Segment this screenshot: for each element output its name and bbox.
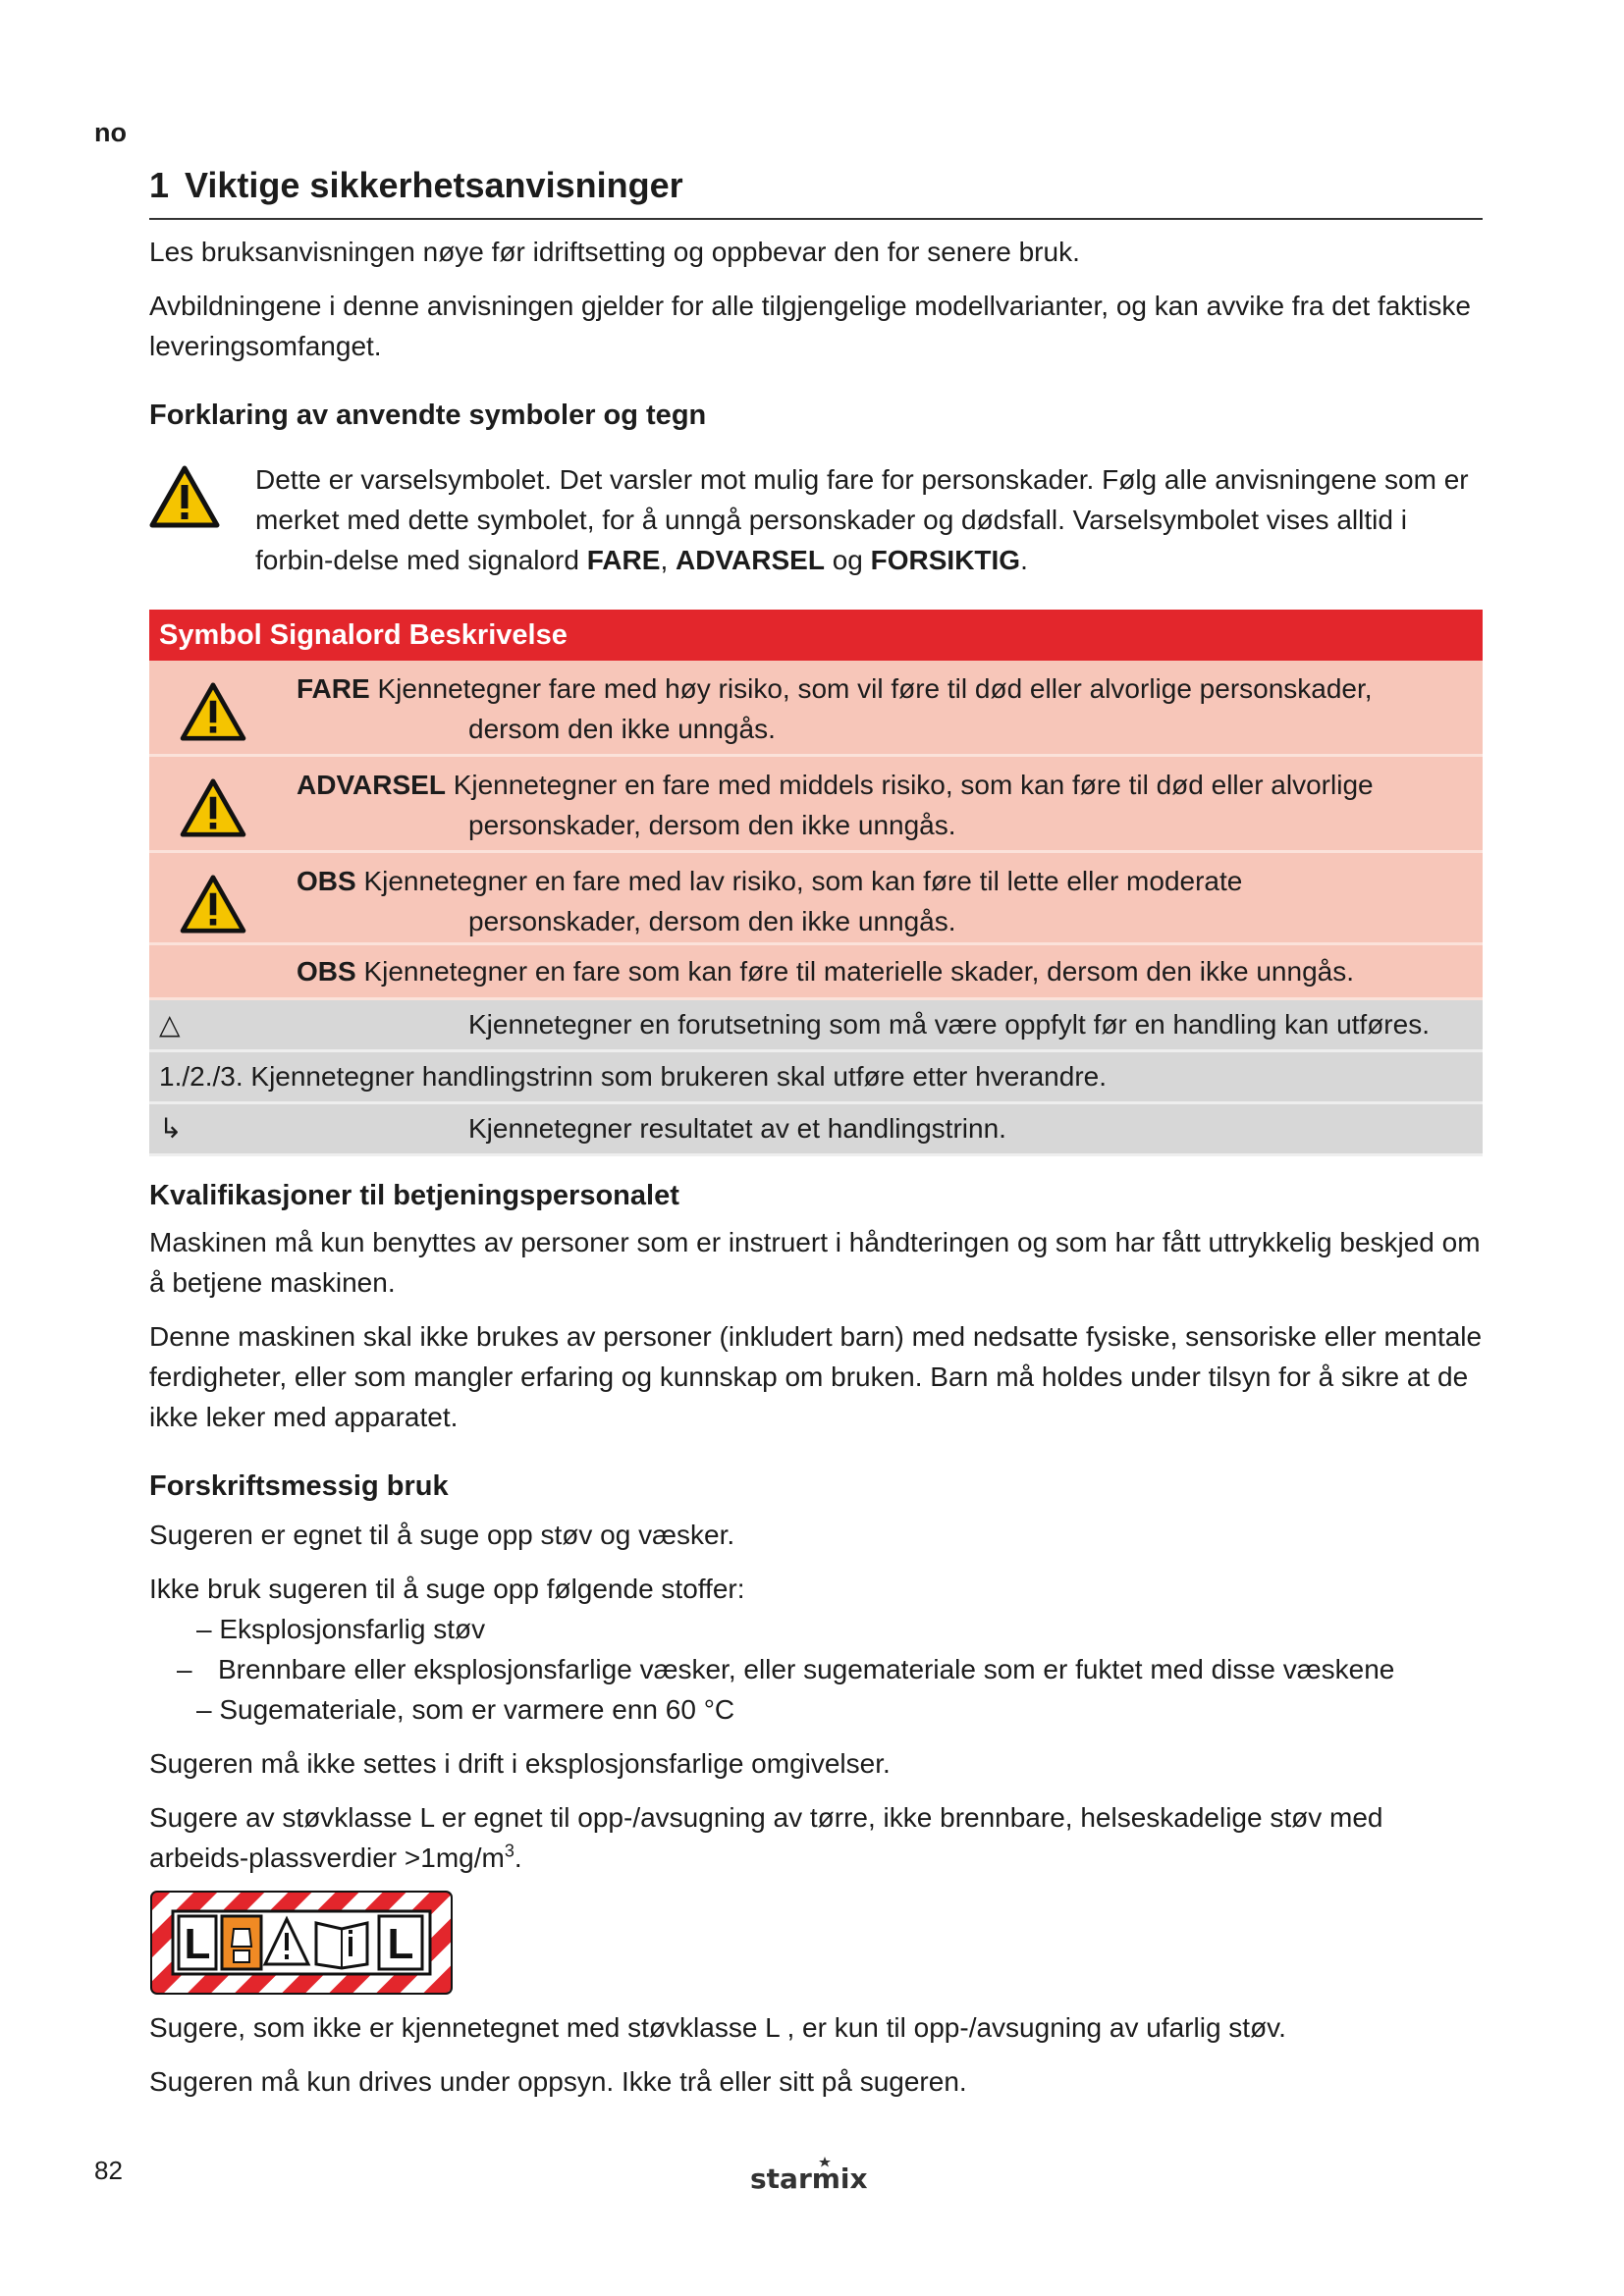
symbols-heading: Forklaring av anvendte symboler og tegn: [149, 400, 707, 431]
signal-word: FARE: [297, 673, 370, 704]
table-row-fare: [149, 661, 1483, 757]
list-item: – Brennbare eller eksplosjonsfarlige væsker, eller sugemateriale som er fuktet med disse væskene: [177, 1654, 1395, 1684]
warning-triangle-icon: [179, 778, 247, 842]
qualifications-paragraph-2: Denne maskinen skal ikke brukes av personer (inkludert barn) med nedsatte fysiske, sensoriske eller mentale ferdigheter, eller som mangler erfaring og kunnskap om bruken. Barn må holdes under tilsyn for å sikre at de ikke leker med apparatet.: [149, 1321, 1483, 1432]
intended-use-paragraph-2: Ikke bruk sugeren til å suge opp følgende stoffer:: [149, 1574, 745, 1604]
svg-text:starmix: starmix: [750, 2163, 868, 2194]
table-row-obs: [149, 853, 1483, 945]
table-row-steps: [149, 1052, 1483, 1104]
intended-use-heading: Forskriftsmessig bruk: [149, 1470, 449, 1502]
qualifications-paragraph-1: Maskinen må kun benyttes av personer som er instruert i håndteringen og som har fått uttrykkelig beskjed om å betjene maskinen.: [149, 1227, 1481, 1298]
signal-word: OBS: [297, 956, 356, 987]
row-description-cont: dersom den ikke unngås.: [468, 714, 776, 744]
row-description: OBS Kjennetegner en fare med lav risiko, som kan føre til lette eller moderate: [297, 866, 1243, 896]
signal-word-fare: FARE: [586, 545, 661, 575]
list-item: – Sugemateriale, som er varmere enn 60 °C: [196, 1694, 735, 1725]
row-description: FARE Kjennetegner fare med høy risiko, som vil føre til død eller alvorlige personskader,: [297, 673, 1373, 704]
table-header: Symbol Signalord Beskrivelse: [149, 610, 1483, 661]
starmix-logo: [748, 2155, 876, 2194]
intro-paragraph-2: Avbildningene i denne anvisningen gjelder for alle tilgjengelige modellvarianter, og kan avvike fra det faktiske leveringsomfanget.: [149, 291, 1471, 361]
table-row-precondition: [149, 1000, 1483, 1052]
table-row-advarsel: [149, 757, 1483, 853]
table-row-result: [149, 1104, 1483, 1156]
intro-paragraph-1: Les bruksanvisningen nøye før idriftsetting og oppbevar den for senere bruk.: [149, 237, 1080, 267]
dust-class-l-label: [149, 1890, 454, 1996]
main-content: [149, 165, 1483, 2102]
row-description: Kjennetegner resultatet av et handlingstrinn.: [468, 1113, 1006, 1144]
intended-use-paragraph-1: Sugeren er egnet til å suge opp støv og væsker.: [149, 1520, 735, 1550]
section-number: 1: [149, 165, 170, 205]
result-arrow-icon: ↳: [159, 1113, 183, 1144]
dust-class-letter: L: [387, 1920, 414, 1968]
intended-use-paragraph-3: Sugeren må ikke settes i drift i eksplosjonsfarlige omgivelser.: [149, 1748, 891, 1779]
row-description-cont: personskader, dersom den ikke unngås.: [468, 906, 956, 936]
warning-triangle-icon: [149, 459, 255, 580]
row-description-cont: personskader, dersom den ikke unngås.: [468, 810, 956, 840]
warning-triangle-icon: [179, 875, 247, 938]
section-title: Viktige sikkerhetsanvisninger: [185, 165, 683, 205]
intended-use-paragraph-4: Sugere av støvklasse L er egnet til opp-/avsugning av tørre, ikke brennbare, helseskadelige støv med arbeids-plassverdier $>1mg/m^3$.: [149, 1802, 1383, 1873]
qualifications-heading: Kvalifikasjoner til betjeningspersonalet: [149, 1180, 679, 1211]
signal-word-advarsel: ADVARSEL: [676, 545, 825, 575]
page-number: 82: [94, 2156, 123, 2185]
triangle-outline-icon: △: [159, 1009, 181, 1040]
table-row-obs-material: [149, 945, 1483, 1000]
row-description: OBS Kjennetegner en fare som kan føre til materielle skader, dersom den ikke unngås.: [297, 956, 1354, 987]
row-description: Kjennetegner en forutsetning som må være oppfylt før en handling kan utføres.: [468, 1009, 1430, 1040]
intended-use-paragraph-5: Sugere, som ikke er kjennetegnet med støvklasse L , er kun til opp-/avsugning av ufarlig støv.: [149, 2012, 1286, 2043]
signal-word-forsiktig: FORSIKTIG: [870, 545, 1021, 575]
list-item: – Eksplosjonsfarlig støv: [196, 1614, 486, 1644]
forbidden-substances-list: [149, 1609, 1483, 1730]
warning-triangle-icon: [179, 682, 247, 746]
signal-word-table: [149, 610, 1483, 1156]
warning-symbol-text: Dette er varselsymbolet. Det varsler mot mulig fare for personskader. Følg alle anvisningene som er merket med dette symbolet, for å unngå personskader og dødsfall. Varselsymbolet vises alltid i forbin-delse med signalord FARE, ADVARSEL og FORSIKTIG.: [255, 464, 1469, 575]
warning-symbol-explanation: [149, 459, 1483, 580]
language-tag: no: [94, 118, 127, 147]
dust-class-letter: L: [184, 1920, 211, 1968]
intended-use-paragraph-6: Sugeren må kun drives under oppsyn. Ikke trå eller sitt på sugeren.: [149, 2066, 967, 2097]
row-description: ADVARSEL Kjennetegner en fare med middels risiko, som kan føre til død eller alvorlige: [297, 770, 1374, 800]
row-description: 1./2./3. Kjennetegner handlingstrinn som brukeren skal utføre etter hverandre.: [159, 1061, 1107, 1092]
signal-word: ADVARSEL: [297, 770, 446, 800]
section-heading: [149, 165, 1483, 220]
signal-word: OBS: [297, 866, 356, 896]
